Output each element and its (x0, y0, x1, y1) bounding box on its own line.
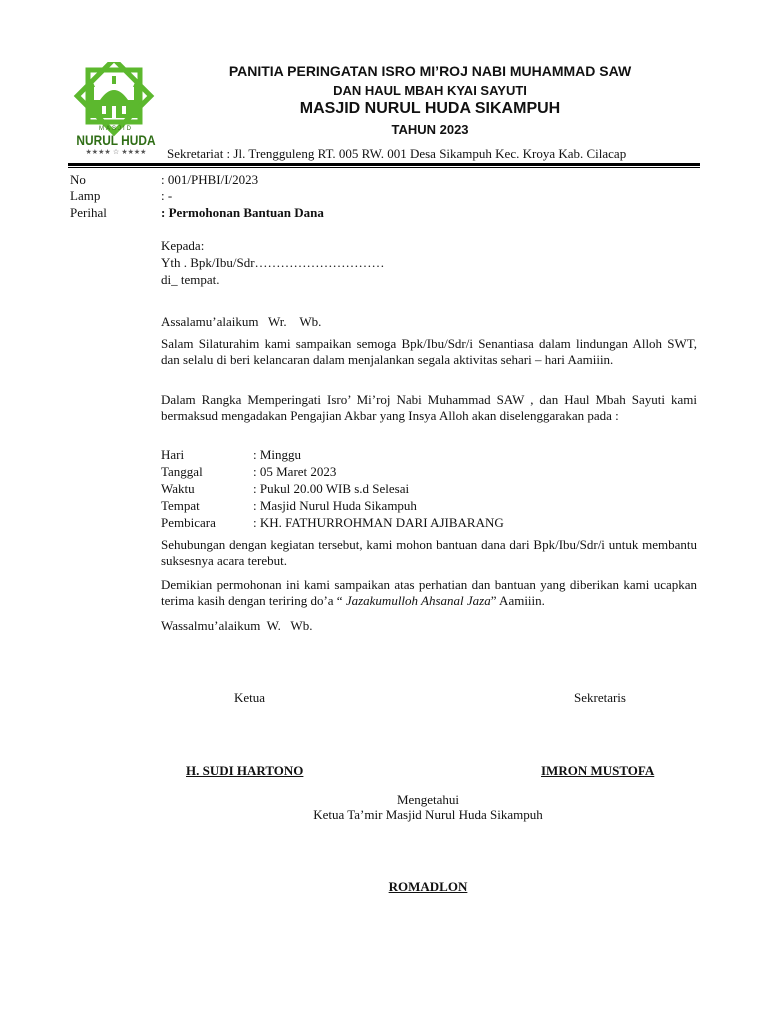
event-label: Tanggal (161, 464, 203, 479)
kop-line-1: PANITIA PERINGATAN ISRO MI’ROJ NABI MUHAMMAD SAW (228, 63, 632, 79)
event-label: Pembicara (161, 515, 216, 530)
event-value: : Minggu (253, 447, 302, 462)
no-value: : 001/PHBI/I/2023 (161, 172, 259, 187)
kop-address: Sekretariat : Jl. Trengguleng RT. 005 RW. 001 Desa Sikampuh Kec. Kroya Kab. Cilacap (167, 146, 627, 161)
logo-top-text: MASJID (98, 126, 133, 132)
perihal-label: Perihal (70, 205, 107, 220)
takmir-title: Ketua Ta’mir Masjid Nurul Huda Sikampuh (313, 807, 543, 822)
kepada-label: Kepada: (161, 238, 205, 253)
takmir-name: ROMADLON (388, 879, 468, 894)
sekretaris-title: Sekretaris (574, 690, 626, 705)
ketua-title: Ketua (234, 690, 266, 705)
salam-opening: Assalamu’alaikum Wr. Wb. (161, 314, 322, 329)
kop-line-4: TAHUN 2023 (391, 122, 469, 137)
sekretaris-name: IMRON MUSTOFA (541, 763, 655, 778)
event-value: : KH. FATHURROHMAN DARI AJIBARANG (253, 515, 504, 530)
logo-stars: ★★★★ ☆ ★★★★ (85, 148, 147, 156)
kop-line-3: MASJID NURUL HUDA SIKAMPUH (299, 100, 561, 117)
event-label: Hari (161, 447, 185, 462)
kop-line-2: DAN HAUL MBAH KYAI SAYUTI (333, 83, 527, 98)
paragraph-4 (161, 577, 697, 609)
salam-closing: Wassalmu’alaikum W. Wb. (161, 618, 313, 633)
perihal-value: : Permohonan Bantuan Dana (161, 205, 324, 220)
event-label: Tempat (161, 498, 200, 513)
ketua-name: H. SUDI HARTONO (186, 763, 304, 778)
event-value: : 05 Maret 2023 (253, 464, 337, 479)
event-label: Waktu (161, 481, 195, 496)
paragraph-1: Salam Silaturahim kami sampaikan semoga Bpk/Ibu/Sdr/i Senantiasa dalam lindungan Alloh SWT, dan selalu di beri kelancaran dalam menjalankan segala aktivitas sehari – hari Aamiiin. (161, 336, 697, 367)
paragraph-3: Sehubungan dengan kegiatan tersebut, kami mohon bantuan dana dari Bpk/Ibu/Sdr/i untuk membantu suksesnya acara terebut. (161, 537, 697, 568)
header-divider-thick (68, 163, 700, 166)
header-divider-thin (68, 167, 700, 168)
mengetahui-label: Mengetahui (396, 792, 460, 807)
paragraph-2: Dalam Rangka Memperingati Isro’ Mi’roj Nabi Muhammad SAW , dan Haul Mbah Sayuti kami bermaksud mengadakan Pengajian Akbar yang Insya Alloh akan diselenggarakan pada : (161, 392, 697, 423)
paragraph-4-end: ” Aamiiin. (490, 593, 545, 608)
mosque-logo (66, 62, 166, 158)
doa-text: Jazakumulloh Ahsanal Jaza (345, 593, 491, 608)
event-value: : Pukul 20.00 WIB s.d Selesai (253, 481, 410, 496)
event-value: : Masjid Nurul Huda Sikampuh (253, 498, 417, 513)
lamp-value: : - (161, 188, 173, 203)
recipient-line: Yth . Bpk/Ibu/Sdr………………………… (161, 255, 385, 270)
lamp-label: Lamp (70, 188, 101, 203)
tempat-line: di_ tempat. (161, 272, 220, 287)
logo-name: NURUL HUDA (76, 132, 156, 148)
no-label: No (70, 172, 86, 187)
paragraph-4-text: Demikian permohonan ini kami sampaikan atas perhatian dan bantuan yang diberikan kami ucapkan terima kasih dengan teriring do’a “ (161, 577, 697, 608)
